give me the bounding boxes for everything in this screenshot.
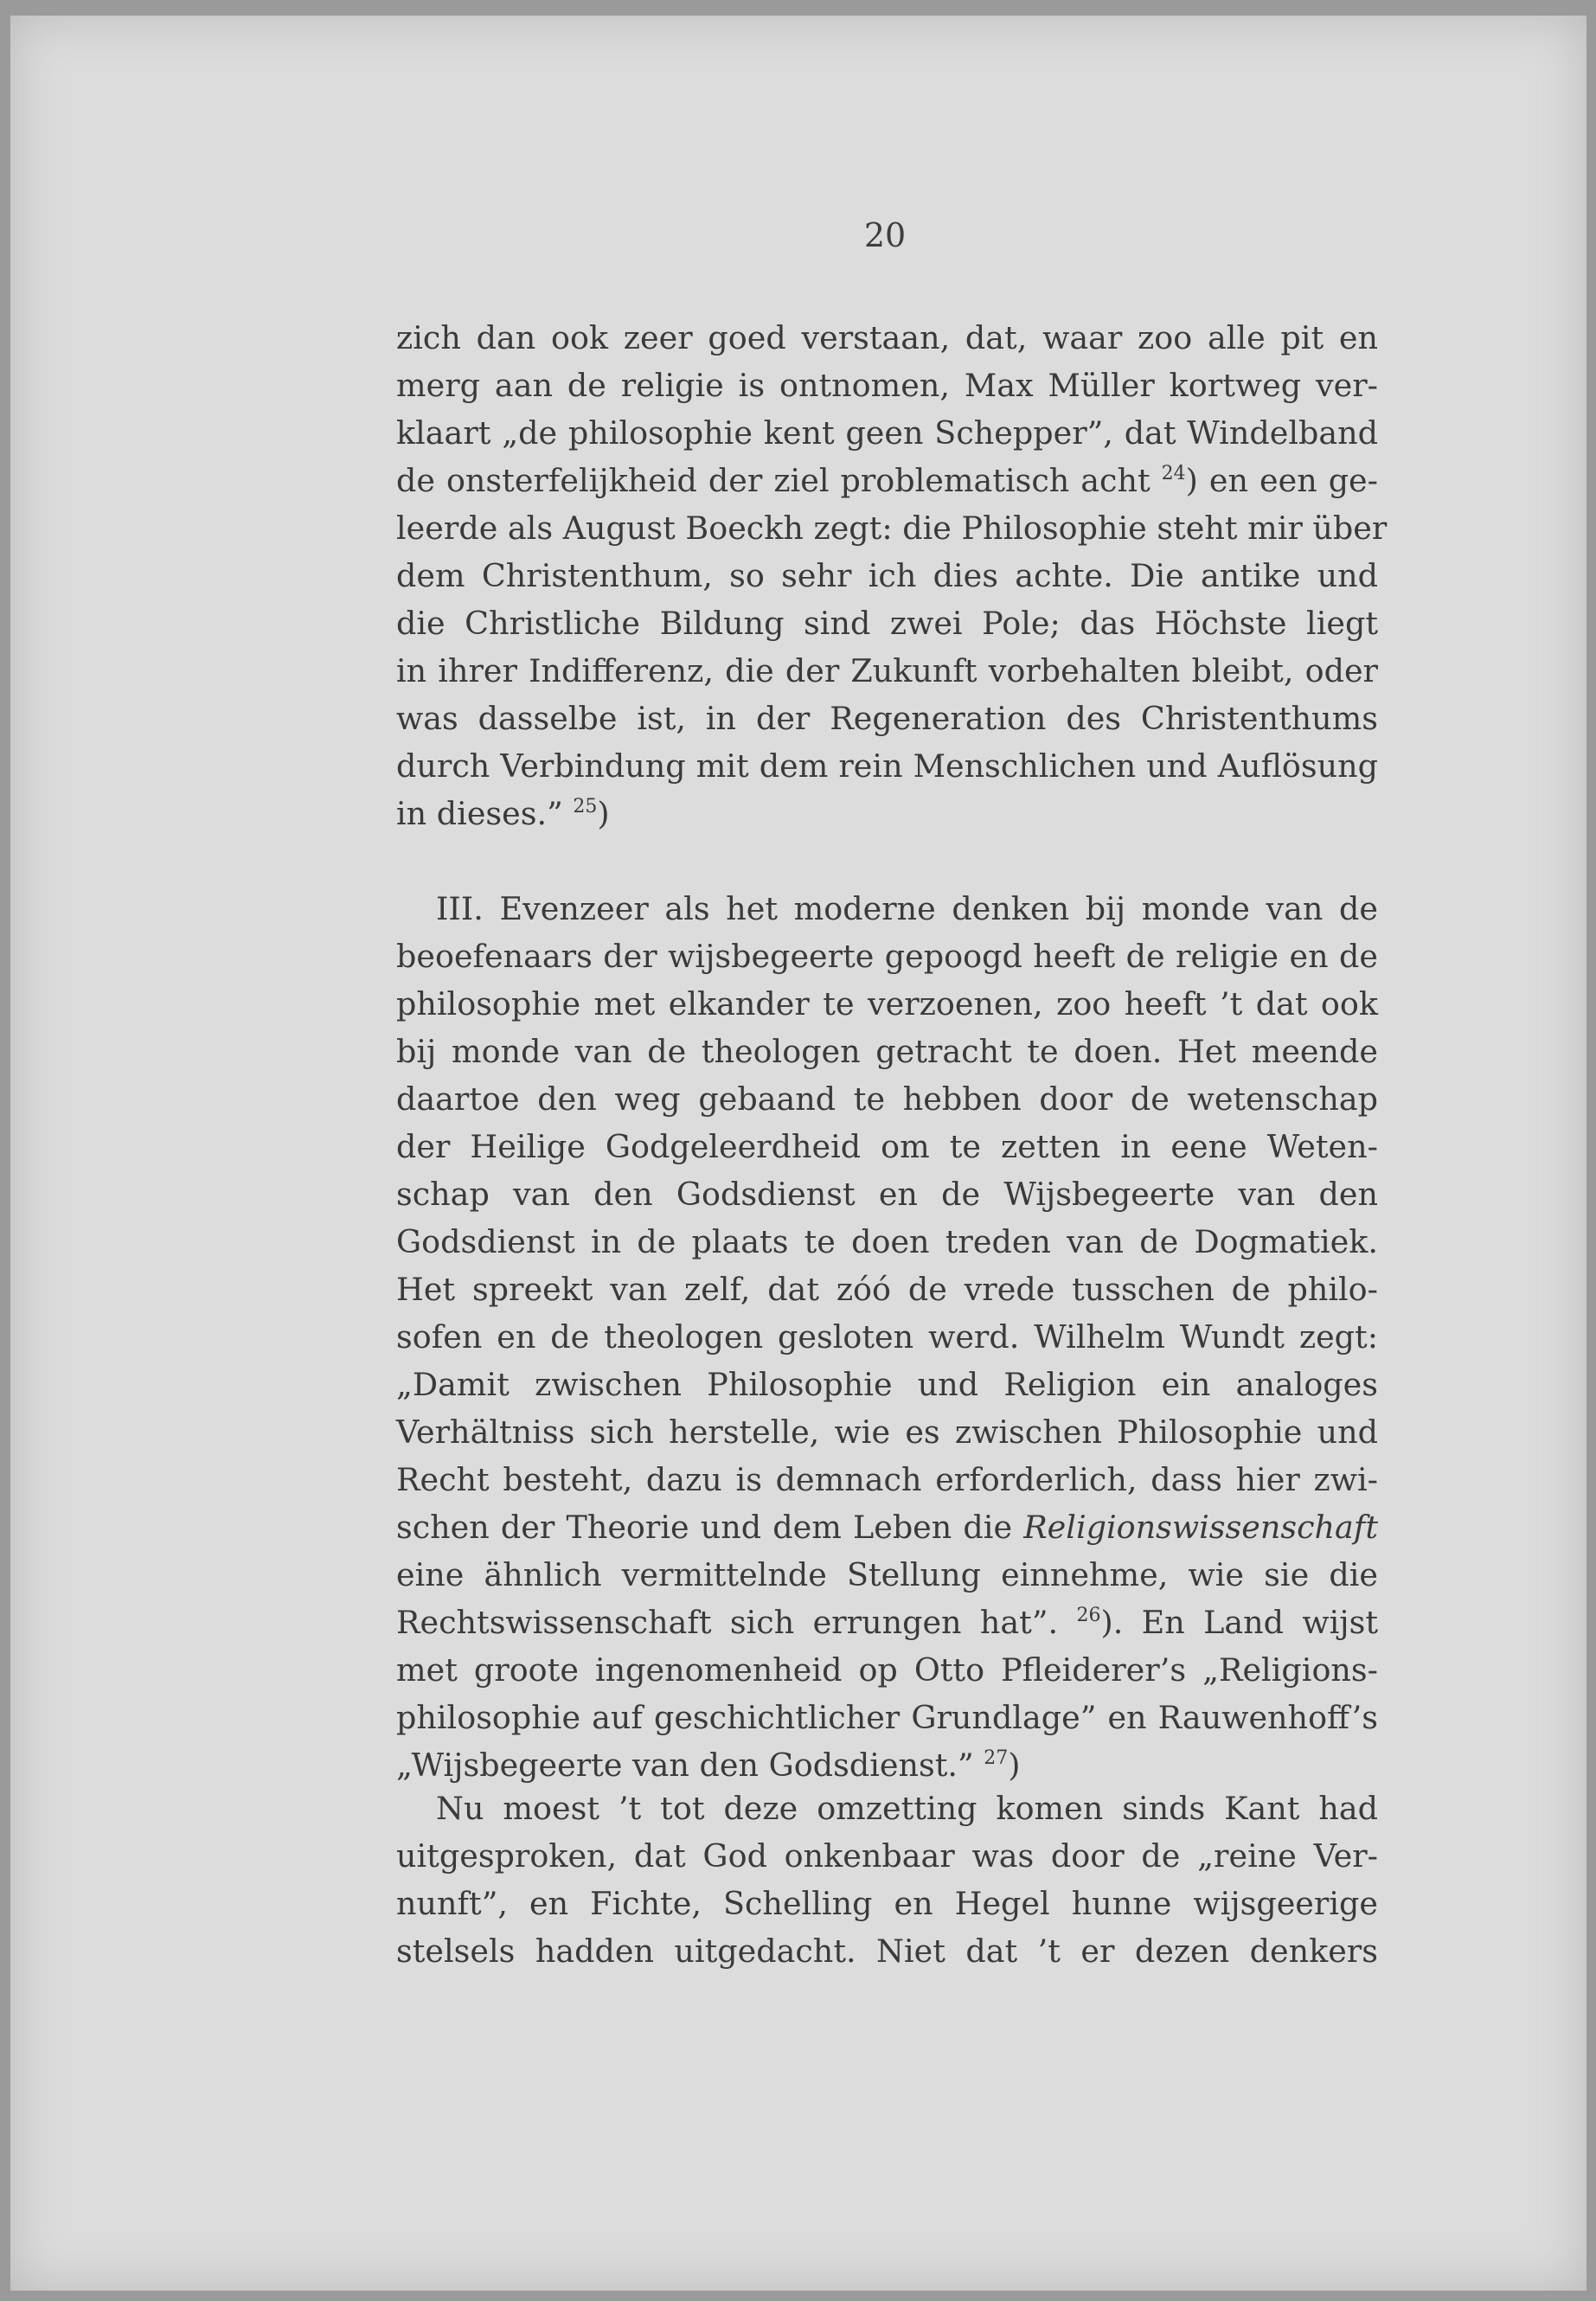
text-line: III. Evenzeer als het moderne denken bij monde van de: [436, 890, 1378, 927]
text-segment: ): [1008, 1747, 1021, 1784]
text-line: die Christliche Bildung sind zwei Pole; das Höchste liegt: [396, 605, 1378, 642]
text-line: Godsdienst in de plaats te doen treden van de Dogmatiek.: [396, 1223, 1378, 1260]
text-line: Verhältniss sich herstelle, wie es zwischen Philosophie und: [396, 1413, 1378, 1451]
footnote-ref-26: 26: [1076, 1605, 1101, 1626]
text-line: [396, 1599, 1378, 1646]
text-line: leerde als August Boeckh zegt: die Philosophie steht mir über: [396, 510, 1388, 547]
text-line: Het spreekt van zelf, dat zóó de vrede tusschen de philo-: [396, 1271, 1378, 1308]
paragraph-2: [396, 885, 1378, 1789]
text-line: Nu moest ’t tot deze omzetting komen sinds Kant had: [436, 1790, 1378, 1827]
text-line: merg aan de religie is ontnomen, Max Müller kortweg ver-: [396, 367, 1378, 404]
footnote-ref-25: 25: [573, 796, 598, 817]
text-line: der Heilige Godgeleerdheid om te zetten in eene Weten-: [396, 1128, 1378, 1165]
italic-term: Religionswissenschaft: [1023, 1509, 1378, 1546]
text-line: stelsels hadden uitgedacht. Niet dat ’t er dezen denkers: [396, 1932, 1378, 1970]
text-segment: schen der Theorie und dem Leben die: [396, 1509, 1024, 1546]
footnote-ref-24: 24: [1161, 463, 1186, 484]
text-line: beoefenaars der wijsbegeerte gepoogd heeft de religie en de: [396, 938, 1378, 975]
text-segment: ). En Land wijst: [1100, 1604, 1379, 1641]
text-segment: de onsterfelijkheid der ziel problematisch acht: [396, 462, 1162, 499]
paragraph-1: [396, 314, 1388, 837]
text-line: Recht besteht, dazu is demnach erforderlich, dass hier zwi-: [396, 1461, 1378, 1498]
footnote-ref-27: 27: [984, 1747, 1009, 1769]
page: [10, 16, 1586, 2291]
text-line: [396, 1741, 1378, 1789]
text-line: zich dan ook zeer goed verstaan, dat, waar zoo alle pit en: [396, 319, 1378, 356]
text-line: schap van den Godsdienst en de Wijsbegeerte van den: [396, 1176, 1378, 1213]
text-segment: ) en een ge-: [1185, 462, 1378, 499]
text-segment: in dieses.”: [396, 795, 574, 832]
text-segment: Rechtswissenschaft sich errungen hat”.: [396, 1604, 1077, 1641]
text-line: „Damit zwischen Philosophie und Religion ein analoges: [396, 1366, 1378, 1403]
text-line: [396, 457, 1378, 504]
text-line: philosophie auf geschichtlicher Grundlage” en Rauwenhoff’s: [396, 1699, 1378, 1736]
text-line: daartoe den weg gebaand te hebben door de wetenschap: [396, 1080, 1378, 1118]
text-line: sofen en de theologen gesloten werd. Wilhelm Wundt zegt:: [396, 1318, 1378, 1356]
text-line: [396, 1503, 1378, 1551]
text-line: in ihrer Indifferenz, die der Zukunft vorbehalten bleibt, oder: [396, 652, 1378, 689]
text-line: durch Verbindung mit dem rein Menschlichen und Auflösung: [396, 747, 1378, 785]
text-line: was dasselbe ist, in der Regeneration des Christenthums: [396, 700, 1378, 737]
text-line: nunft”, en Fichte, Schelling en Hegel hunne wijsgeerige: [396, 1885, 1378, 1922]
page-number: 20: [863, 216, 907, 254]
text-line: eine ähnlich vermittelnde Stellung einnehme, wie sie die: [396, 1556, 1378, 1593]
paragraph-3: [396, 1785, 1378, 1975]
text-line: met groote ingenomenheid op Otto Pfleiderer’s „Religions-: [396, 1651, 1378, 1689]
text-line: bij monde van de theologen getracht te doen. Het meende: [396, 1033, 1378, 1070]
text-segment: „Wijsbegeerte van den Godsdienst.”: [396, 1747, 984, 1784]
text-line: [396, 790, 1378, 837]
text-line: uitgesproken, dat God onkenbaar was door de „reine Ver-: [396, 1837, 1378, 1875]
text-line: dem Christenthum, so sehr ich dies achte. Die antike und: [396, 557, 1378, 594]
text-segment: ): [597, 795, 610, 832]
text-line: klaart „de philosophie kent geen Schepper”, dat Windelband: [396, 414, 1378, 452]
text-line: philosophie met elkander te verzoenen, zoo heeft ’t dat ook: [396, 985, 1378, 1022]
